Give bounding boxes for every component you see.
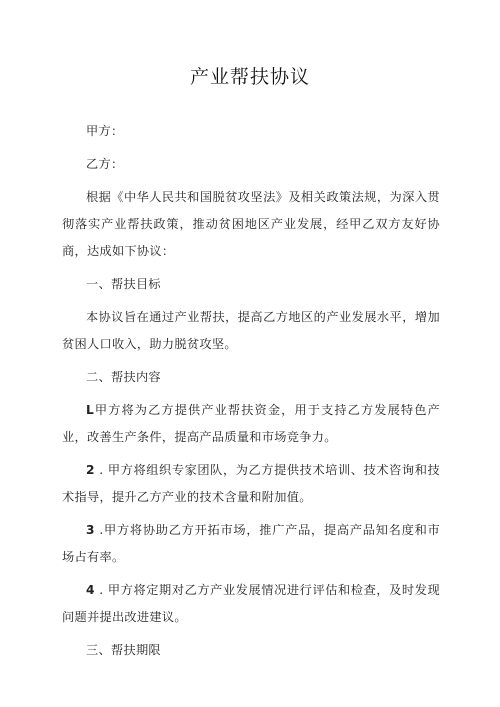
content-item-1-text: 甲方将为乙方提供产业帮扶资金，用于支持乙方发展特色产业，改善生产条件，提高产品质量和市场竞争力。 — [62, 403, 440, 444]
section-heading-content: 二、帮扶内容 — [86, 370, 161, 384]
section-heading-term: 三、帮扶期限 — [86, 643, 161, 657]
content-item-4 — [62, 577, 440, 631]
content-item-4-text: . 甲方将定期对乙方产业发展情况进行评估和检查，及时发现问题并提出改进建议。 — [62, 583, 440, 624]
document-body — [62, 118, 440, 670]
document-title: 产业帮扶协议 — [189, 66, 310, 88]
content-item-1 — [62, 397, 440, 451]
section-heading-goals: 一、帮扶目标 — [86, 277, 161, 291]
content-item-1-number: L — [86, 403, 95, 417]
content-item-3-number: 3 — [86, 523, 95, 537]
section-body-goals: 本协议旨在通过产业帮扶，提高乙方地区的产业发展水平，增加贫困人口收入，助力脱贫攻坚。 — [62, 310, 440, 351]
content-item-4-number: 4 — [86, 583, 95, 597]
intro-paragraph: 根据《中华人民共和国脱贫攻坚法》及相关政策法规，为深入贯彻落实产业帮扶政策，推动贫困地区产业发展，经甲乙双方友好协商，达成如下协议： — [62, 190, 440, 258]
content-item-2-text: . 甲方将组织专家团队，为乙方提供技术培训、技术咨询和技术指导，提升乙方产业的技术含量和附加值。 — [62, 463, 440, 504]
content-item-3-text: .甲方将协助乙方开拓市场，推广产品，提高产品知名度和市场占有率。 — [62, 523, 440, 564]
content-item-2-number: 2 — [86, 463, 95, 477]
content-item-3 — [62, 517, 440, 571]
content-item-2 — [62, 457, 440, 511]
party-b-line: 乙方： — [86, 157, 124, 171]
party-a-line: 甲方： — [86, 124, 124, 138]
